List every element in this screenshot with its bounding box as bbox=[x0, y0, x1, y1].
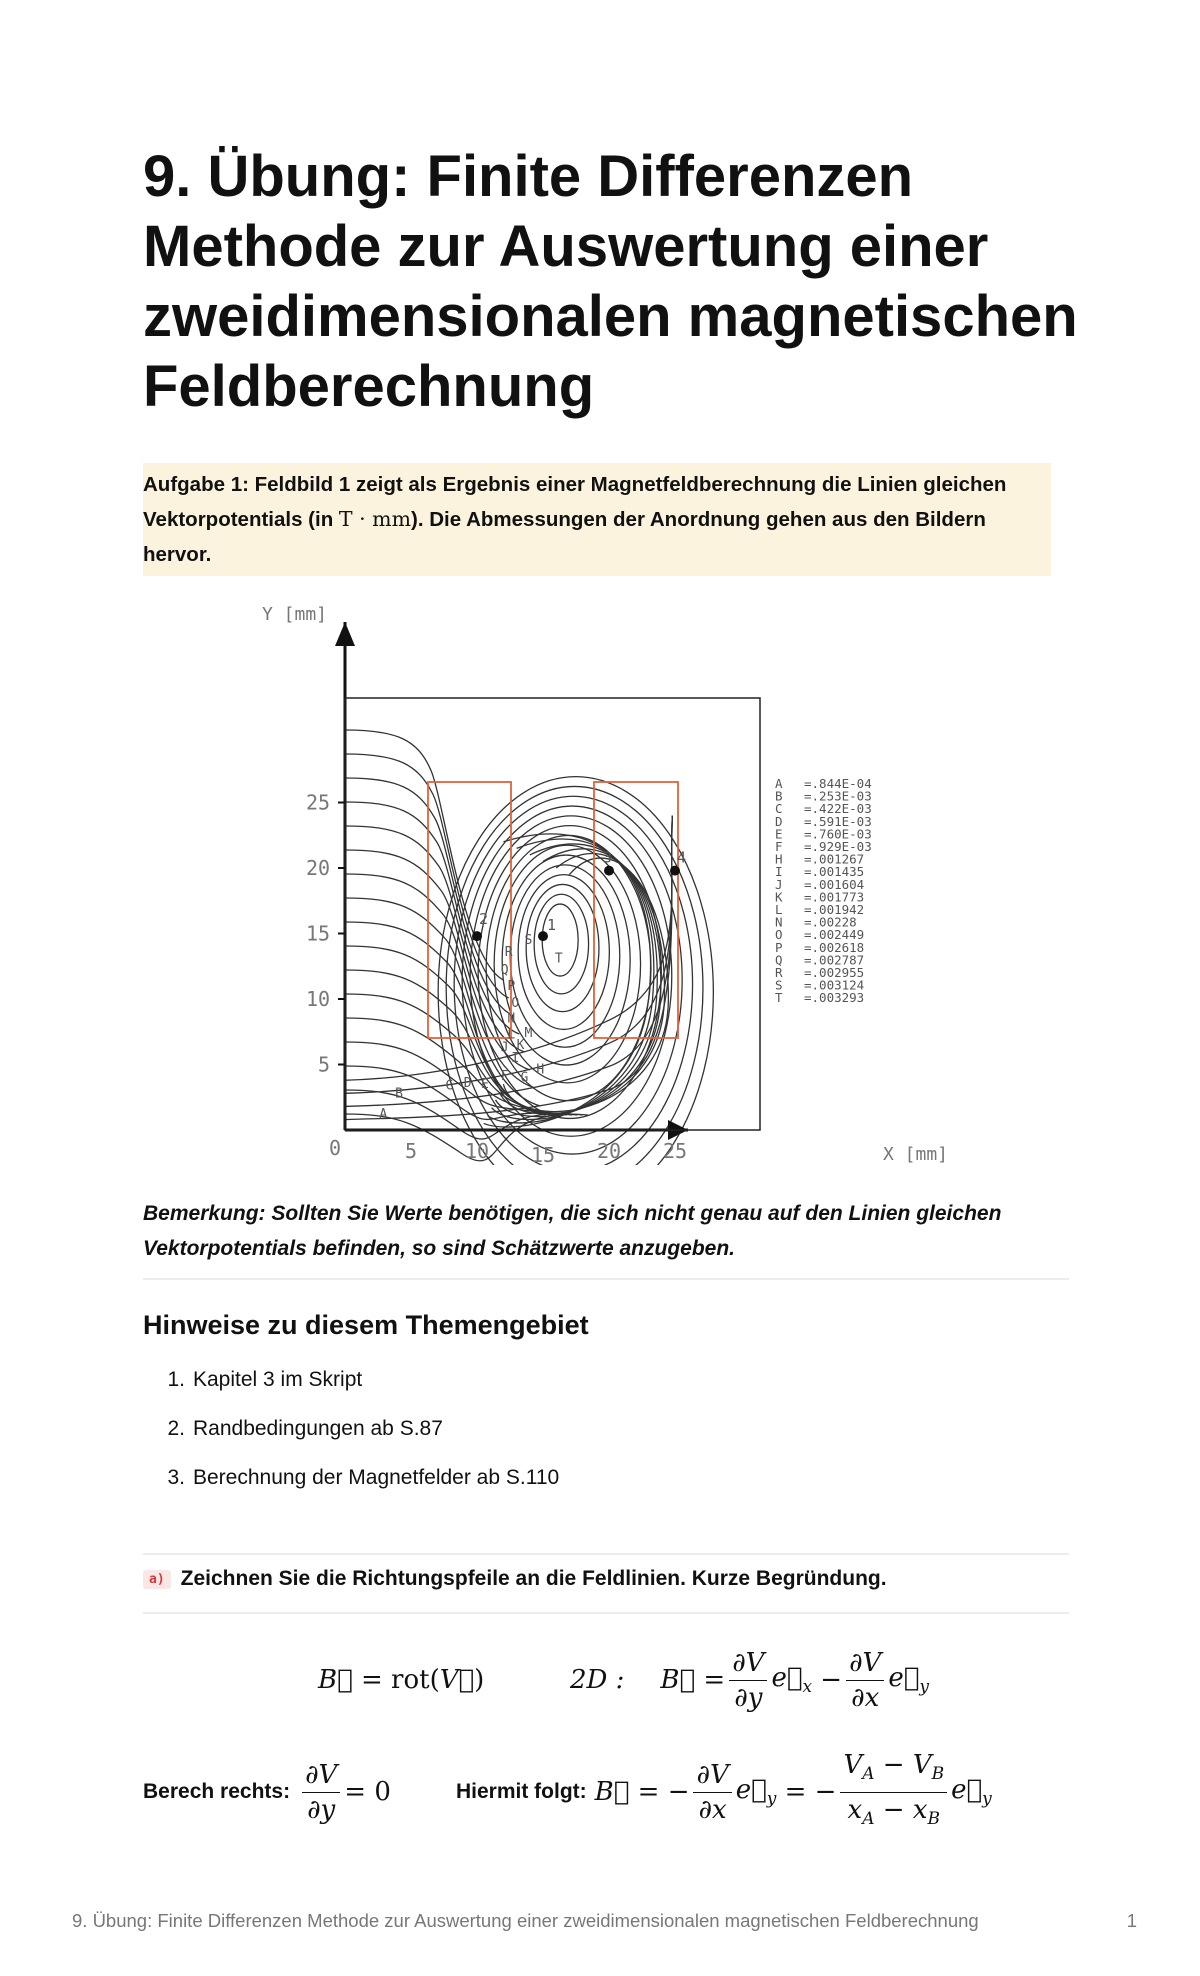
contour-letter: R bbox=[504, 944, 513, 960]
x-tick-label: 20 bbox=[597, 1139, 622, 1163]
legend-value: =.002787 bbox=[804, 952, 865, 968]
legend-key: S bbox=[775, 977, 783, 993]
list-item: 1. Kapitel 3 im Skript bbox=[167, 1368, 363, 1391]
legend-key: A bbox=[775, 776, 783, 791]
task-box bbox=[143, 463, 1051, 576]
y-axis-label: Y [mm] bbox=[262, 604, 328, 625]
contour-letter: E bbox=[480, 1077, 489, 1093]
legend-key: I bbox=[775, 864, 783, 880]
legend-value: =.844E-04 bbox=[804, 776, 872, 791]
legend-value: =.002955 bbox=[804, 965, 865, 980]
contour-letter: C bbox=[445, 1078, 454, 1094]
contour-line bbox=[345, 778, 514, 1016]
legend-key: O bbox=[775, 927, 783, 943]
remark: Bemerkung: Sollten Sie Werte benötigen, die sich nicht genau auf den Linien gleichen Vektorpotentials befinden, so sind Schätzwerte anzugeben. bbox=[143, 1202, 1002, 1260]
footer-title: 9. Übung: Finite Differenzen Methode zur Auswertung einer zweidimensionalen magnetischen Feldberechnung bbox=[72, 1910, 979, 1931]
divider bbox=[143, 1612, 1069, 1614]
domain-boundary bbox=[345, 698, 760, 1130]
point-marker bbox=[472, 931, 482, 941]
contour-letter: O bbox=[511, 995, 520, 1011]
point-label: 3 bbox=[603, 848, 613, 867]
contour-line bbox=[345, 826, 525, 1052]
equation-boundary-right: Berech rechts: $\frac{\partial V}{\partial y}$ = 0 bbox=[143, 1759, 391, 1825]
legend-key: C bbox=[775, 801, 783, 817]
legend-key: Q bbox=[775, 952, 783, 968]
subtask-badge: a) bbox=[143, 1570, 171, 1589]
contour-letter: M bbox=[524, 1025, 533, 1041]
legend-value: =.591E-03 bbox=[804, 813, 872, 829]
legend-key: R bbox=[775, 965, 783, 980]
y-tick-label: 25 bbox=[306, 790, 331, 815]
task-unit: T · mm bbox=[338, 507, 412, 531]
contour-letter: K bbox=[516, 1037, 525, 1053]
y-tick-label: 15 bbox=[306, 921, 331, 946]
point-label: 2 bbox=[479, 910, 489, 929]
legend-value: =.002449 bbox=[804, 927, 865, 943]
x-tick-label: 5 bbox=[405, 1139, 418, 1163]
x-tick-label: 15 bbox=[531, 1143, 556, 1165]
legend-key: E bbox=[775, 826, 783, 842]
legend-value: =.001604 bbox=[804, 876, 865, 892]
page-footer bbox=[72, 1910, 1137, 1932]
legend-key: K bbox=[775, 889, 783, 905]
point-label: 4 bbox=[677, 848, 687, 867]
legend-key: P bbox=[775, 939, 783, 955]
contour-letter: A bbox=[379, 1107, 388, 1123]
legend-key: N bbox=[775, 914, 783, 930]
divider bbox=[143, 1553, 1069, 1555]
legend-value: =.001773 bbox=[804, 889, 865, 905]
legend-value: =.002618 bbox=[804, 939, 865, 955]
legend-key: F bbox=[775, 839, 783, 854]
page-title: 9. Übung: Finite Differenzen Methode zur Auswertung einer zweidimensionalen magnetischen Feldberechnung bbox=[143, 144, 1078, 419]
task-text-before: Aufgabe 1: Feldbild 1 zeigt als Ergebnis einer Magnetfeldberechnung die Linien gleichen Vektorpotentials (in bbox=[143, 473, 1007, 531]
x-tick-label: 25 bbox=[663, 1139, 688, 1163]
legend-key: H bbox=[775, 851, 783, 867]
contour-letter: P bbox=[507, 978, 516, 994]
list-item: 3. Berechnung der Magnetfelder ab S.110 bbox=[167, 1466, 560, 1489]
legend-key: T bbox=[775, 990, 783, 1006]
contour-letter: J bbox=[500, 1040, 509, 1056]
contour-letter: G bbox=[520, 1070, 529, 1086]
y-axis-arrow-icon bbox=[335, 622, 355, 646]
contour-letter: S bbox=[524, 932, 533, 948]
contour-letter: F bbox=[500, 1069, 509, 1085]
legend-value: =.760E-03 bbox=[804, 826, 872, 842]
x-axis-label: X [mm] bbox=[883, 1144, 949, 1165]
legend-key: B bbox=[775, 788, 783, 804]
legend-value: =.00228 bbox=[804, 914, 857, 930]
legend-key: L bbox=[775, 902, 783, 917]
legend-value: =.001267 bbox=[804, 851, 865, 867]
y-tick-label: 5 bbox=[318, 1052, 331, 1077]
contour-letter: H bbox=[536, 1062, 545, 1078]
legend-value: =.001942 bbox=[804, 902, 865, 917]
legend-key: J bbox=[775, 876, 783, 892]
contour-letter: B bbox=[395, 1086, 403, 1102]
y-tick-label: 20 bbox=[306, 856, 331, 880]
field-plot bbox=[258, 600, 978, 1165]
subtask-text: Zeichnen Sie die Richtungspfeile an die Feldlinien. Kurze Begründung. bbox=[180, 1567, 887, 1590]
legend-value: =.001435 bbox=[804, 864, 865, 880]
subtask-a bbox=[143, 1567, 887, 1591]
contour-letter: T bbox=[554, 951, 563, 967]
point-label: 1 bbox=[547, 916, 557, 935]
equation-2d: 2D : B⃗ = $\frac{\partial V}{\partial y}$ $e⃗_x$ − $\frac{\partial V}{\partial x}$ $e⃗_y$ bbox=[570, 1647, 929, 1713]
equation-rot: B⃗ = rot(V⃗) bbox=[318, 1665, 485, 1695]
hints-list bbox=[143, 1355, 559, 1502]
y-tick-label: 10 bbox=[306, 987, 331, 1011]
contour-loop bbox=[518, 875, 609, 1030]
legend-value: =.253E-03 bbox=[804, 788, 872, 804]
task-text-after: ). Die Abmessungen der Anordnung gehen aus den Bildern hervor. bbox=[143, 508, 986, 566]
contour-line bbox=[345, 816, 672, 1107]
x-tick-label: 0 bbox=[329, 1136, 342, 1160]
field-plot-figure bbox=[258, 600, 978, 1165]
contour-letter: I bbox=[511, 1050, 520, 1066]
point-marker bbox=[670, 866, 680, 876]
contour-letter: N bbox=[507, 1011, 516, 1027]
divider bbox=[143, 1278, 1069, 1280]
contour-letter: L bbox=[507, 1027, 516, 1043]
contour-loop bbox=[502, 855, 630, 1065]
contour-line bbox=[345, 802, 519, 1034]
legend-value: =.422E-03 bbox=[804, 801, 872, 817]
list-item: 2. Randbedingungen ab S.87 bbox=[167, 1417, 443, 1440]
legend-value: =.003124 bbox=[804, 977, 865, 993]
equation-result: Hiermit folgt: B⃗ = − $\frac{\partial V}{\partial x}$ $e⃗_y$ = − $\frac{V_A - V_B}{x_A - x_B}$ $e⃗_y$ bbox=[456, 1750, 992, 1829]
page-number: 1 bbox=[1126, 1910, 1137, 1931]
legend-value: =.929E-03 bbox=[804, 839, 872, 854]
legend-value: =.003293 bbox=[804, 990, 865, 1006]
legend-key: D bbox=[775, 813, 783, 829]
x-tick-label: 10 bbox=[465, 1139, 490, 1163]
point-marker bbox=[604, 866, 614, 876]
hints-heading: Hinweise zu diesem Themengebiet bbox=[143, 1310, 589, 1340]
contour-letter: D bbox=[463, 1075, 472, 1091]
contour-letter: Q bbox=[500, 963, 509, 979]
